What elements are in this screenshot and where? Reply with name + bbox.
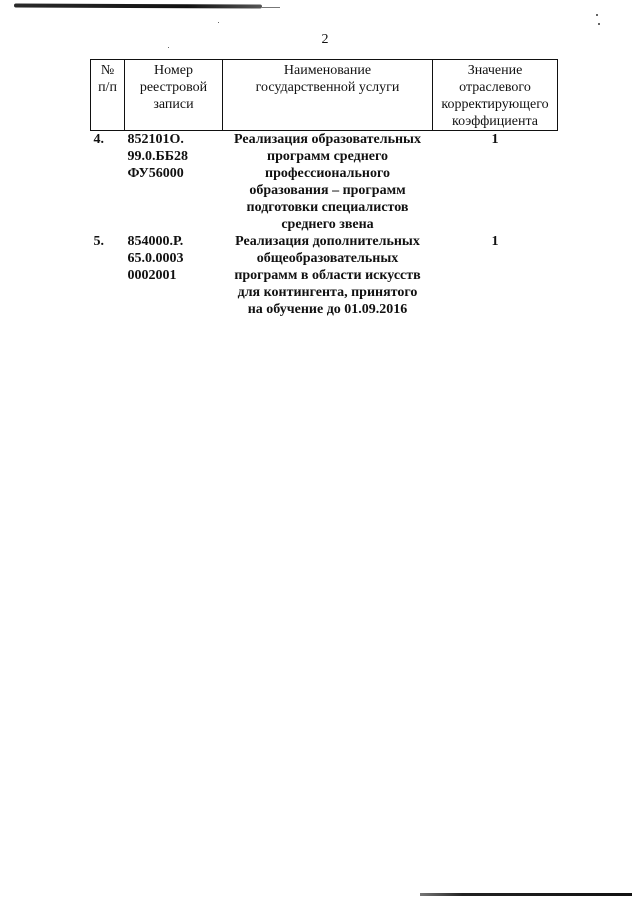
header-number: № п/п <box>91 60 125 131</box>
row-service-name: Реализация образовательных программ среднего профессионального образования – программ подготовки специалистов среднего звена <box>234 132 421 232</box>
scan-artifact-bottom-line <box>420 893 632 896</box>
row-service-name: Реализация дополнительных общеобразовательных программ в области искусств для контингента, принятого на обучение до 01.09.2016 <box>234 234 421 317</box>
scan-speck <box>596 14 598 16</box>
scan-artifact-top-line <box>14 3 262 8</box>
coefficient-table <box>90 59 558 318</box>
header-registry-number: Номер реестровой записи <box>125 60 223 131</box>
row-number: 4. <box>93 132 104 147</box>
page-number: 2 <box>321 32 329 47</box>
table-row <box>91 131 558 234</box>
scan-speck <box>598 23 600 25</box>
row-coefficient-value: 1 <box>491 234 499 249</box>
row-registry-number: 854000.Р. 65.0.0003 0002001 <box>127 234 184 283</box>
row-number: 5. <box>93 234 104 249</box>
table-header-row <box>91 60 558 131</box>
row-coefficient-value: 1 <box>491 132 499 147</box>
scan-artifact-top-tail <box>262 7 280 8</box>
row-registry-number: 852101О. 99.0.ББ28 ФУ56000 <box>127 132 189 181</box>
table-row <box>91 233 558 318</box>
scan-speck <box>218 22 219 23</box>
header-service-name: Наименование государственной услуги <box>223 60 433 131</box>
header-coefficient-value: Значение отраслевого корректирующего коэффициента <box>433 60 558 131</box>
